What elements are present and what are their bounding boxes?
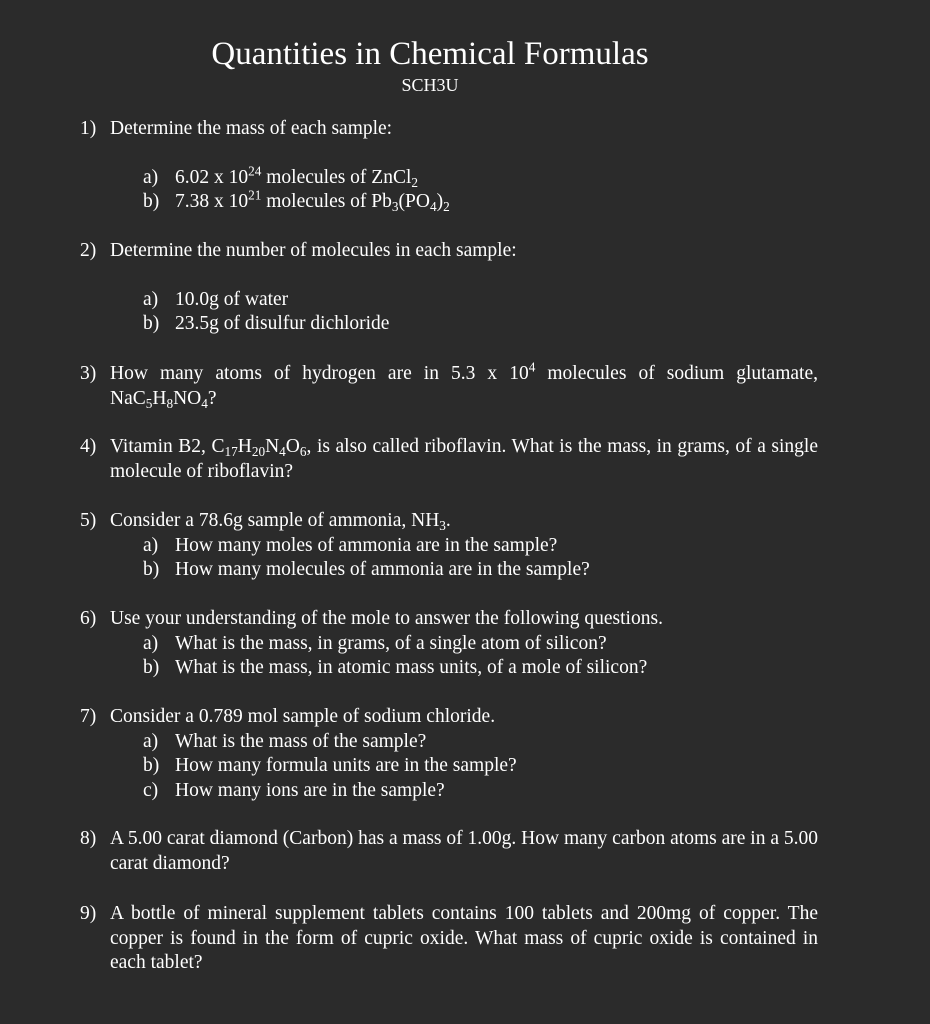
sub-question-c — [143, 779, 818, 804]
sub-question-b — [143, 312, 818, 337]
sub-question-b — [143, 754, 818, 779]
question-6 — [80, 607, 818, 681]
question-text: Consider a 78.6g sample of ammonia, $NH_3$. — [110, 510, 451, 533]
sub-question-a — [143, 730, 818, 755]
question-text: Vitamin B2, $C_{17}H_{20}N_4O_6$, is also called riboflavin. What is the mass, in grams, of a single molecule of riboflavin? — [110, 436, 819, 482]
question-8 — [80, 827, 818, 876]
sub-letter: a) — [143, 534, 159, 556]
sub-text: What is the mass, in atomic mass units, of a mole of silicon? — [175, 657, 648, 678]
question-text: A 5.00 carat diamond (Carbon) has a mass of 1.00g. How many carbon atoms are in a 5.00 carat diamond? — [110, 828, 818, 874]
sub-text: 7.38 x 10 — [175, 191, 249, 212]
question-5 — [80, 509, 818, 583]
question-number: 8) — [80, 828, 97, 849]
sub-letter: b) — [143, 191, 160, 212]
sub-text: How many ions are in the sample? — [175, 779, 445, 801]
sub-question-a — [143, 288, 818, 313]
question-number: 3) — [80, 363, 97, 384]
sub-text: 6.02 x 10 — [175, 166, 249, 188]
subscript: 2 — [411, 174, 419, 190]
sub-text: How many moles of ammonia are in the sample? — [175, 534, 558, 556]
question-number: 1) — [80, 118, 97, 139]
sub-question-a — [143, 534, 818, 559]
exponent: 4 — [528, 359, 536, 375]
subscript: 5 — [145, 395, 153, 411]
sub-letter: c) — [143, 779, 159, 801]
sub-text: How many molecules of ammonia are in the sample? — [175, 559, 590, 580]
sub-letter: b) — [143, 313, 160, 334]
question-text: A bottle of mineral supplement tablets contains 100 tablets and 200mg of copper. The copper is found in the form of cupric oxide. What mass of cupric oxide is contained in each tablet? — [110, 903, 818, 973]
sub-text: 10.0g of water — [175, 288, 289, 310]
sub-text: molecules of ZnCl — [261, 166, 412, 188]
question-2 — [80, 239, 818, 337]
subscript: 6 — [299, 443, 307, 459]
subscript: 8 — [166, 395, 174, 411]
course-code: SCH3U — [401, 75, 459, 95]
sub-question-b — [143, 187, 818, 215]
exponent: 21 — [248, 187, 262, 203]
subscript: 20 — [251, 443, 266, 459]
subscript: 4 — [429, 198, 437, 214]
question-number: 2) — [80, 240, 97, 261]
sub-letter: a) — [143, 730, 159, 752]
subscript: 2 — [443, 198, 450, 214]
question-4 — [80, 435, 818, 484]
sub-letter: b) — [143, 657, 160, 678]
sub-text: What is the mass, in grams, of a single atom of silicon? — [175, 632, 607, 654]
sub-letter: b) — [143, 755, 160, 776]
sub-text: ) — [436, 191, 444, 212]
question-text: Consider a 0.789 mol sample of sodium chloride. — [110, 706, 496, 727]
sub-letter: a) — [143, 166, 159, 188]
sub-letter: a) — [143, 288, 159, 310]
question-number: 5) — [80, 510, 97, 531]
sub-text: (PO — [398, 191, 430, 212]
question-number: 7) — [80, 706, 97, 727]
subscript: 17 — [224, 443, 238, 459]
subscript: 3 — [391, 198, 399, 214]
question-1 — [80, 117, 818, 215]
sub-text: molecules of Pb — [261, 191, 392, 212]
question-text: How many atoms of hydrogen are in 5.3 x $10^4$ molecules of sodium glutamate, $NaC_5H_8NO_4$? — [110, 359, 818, 411]
question-text: Determine the mass of each sample: — [110, 118, 393, 139]
question-number: 9) — [80, 903, 97, 924]
page-title: Quantities in Chemical Formulas — [211, 36, 649, 72]
sub-question-a — [143, 632, 818, 657]
sub-text: How many formula units are in the sample? — [175, 755, 517, 776]
question-number: 4) — [80, 436, 97, 457]
question-number: 6) — [80, 608, 97, 629]
sub-letter: a) — [143, 632, 159, 654]
sub-question-b — [143, 656, 818, 681]
question-3 — [80, 359, 818, 411]
sub-question-b — [143, 558, 818, 583]
subscript: 4 — [201, 395, 208, 411]
subscript: 3 — [439, 517, 446, 533]
question-7 — [80, 705, 818, 803]
question-9 — [80, 902, 818, 976]
exponent: 24 — [248, 163, 262, 179]
sub-letter: b) — [143, 559, 160, 580]
subscript: 4 — [279, 443, 286, 459]
question-text: Determine the number of molecules in each sample: — [110, 240, 517, 261]
sub-text: What is the mass of the sample? — [175, 730, 427, 752]
sub-text: 23.5g of disulfur dichloride — [175, 313, 390, 334]
sub-question-a — [143, 163, 818, 191]
question-text: Use your understanding of the mole to answer the following questions. — [110, 608, 663, 629]
